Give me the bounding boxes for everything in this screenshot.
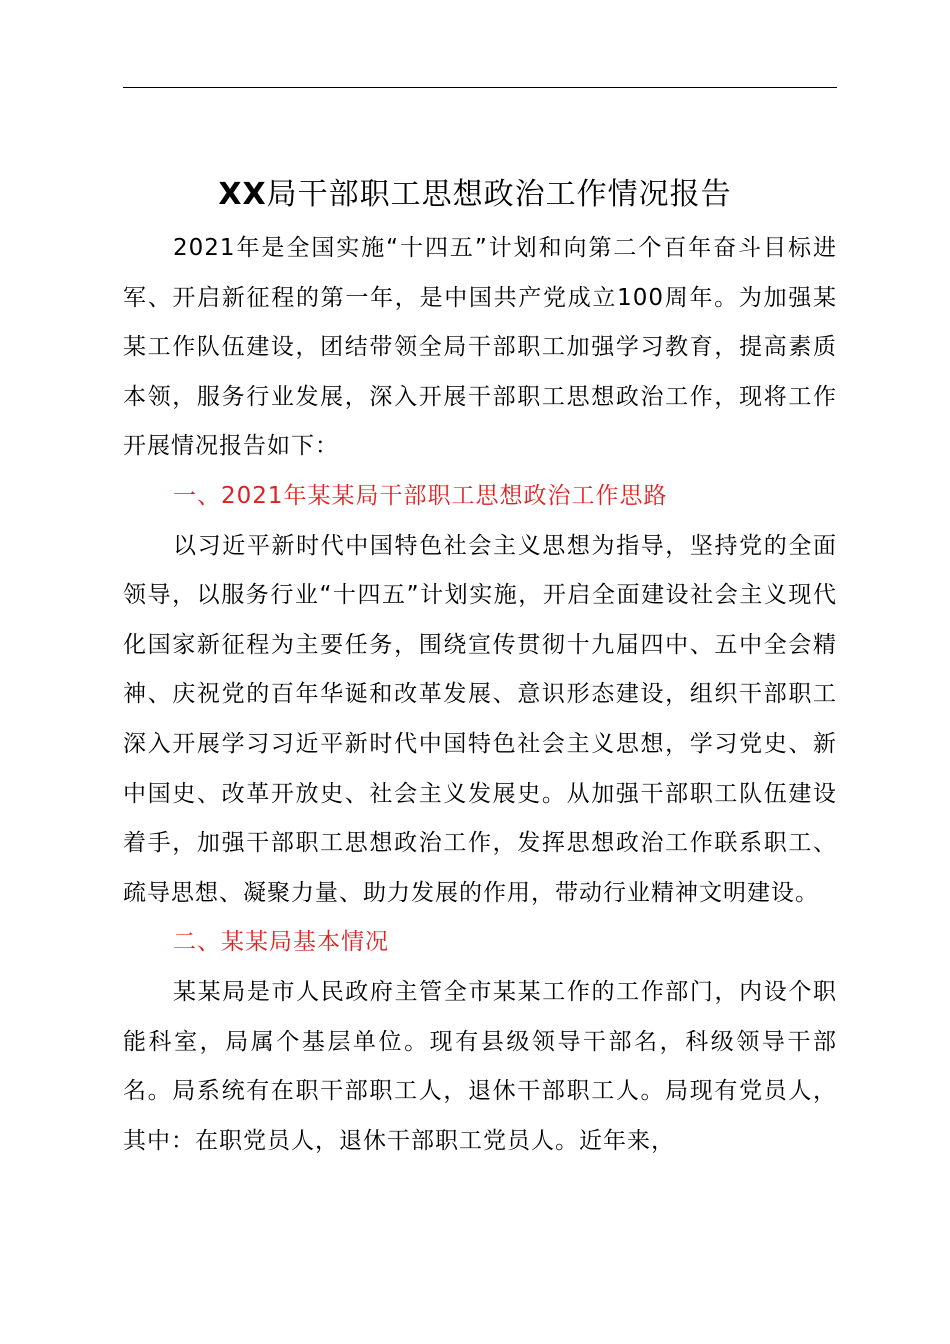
section-2-paragraph: 某某局是市人民政府主管全市某某工作的工作部门，内设个职能科室，局属个基层单位。现有县级领导干部名，科级领导干部名。局系统有在职干部职工人，退休干部职工人。局现有党员人，其中：在职党员人，退休干部职工党员人。近年来，	[123, 978, 837, 1154]
section-1-heading: 一、2021年某某局干部职工思想政治工作思路	[173, 482, 668, 509]
section-2-heading: 二、某某局基本情况	[173, 929, 389, 956]
intro-paragraph: 2021年是全国实施“十四五”计划和向第二个百年奋斗目标进军、开启新征程的第一年，是中国共产党成立100周年。为加强某某工作队伍建设，团结带领全局干部职工加强学习教育，提高素质本领，服务行业发展，深入开展干部职工思想政治工作，现将工作开展情况报告如下：	[123, 235, 837, 460]
section-1-paragraph: 以习近平新时代中国特色社会主义思想为指导，坚持党的全面领导，以服务行业“十四五”计划实施，开启全面建设社会主义现代化国家新征程为主要任务，围绕宣传贯彻十九届四中、五中全会精神、庆祝党的百年华诞和改革发展、意识形态建设，组织干部职工深入开展学习习近平新时代中国特色社会主义思想，学习党史、新中国史、改革开放史、社会主义发展史。从加强干部职工队伍建设着手，加强干部职工思想政治工作，发挥思想政治工作联系职工、疏导思想、凝聚力量、助力发展的作用，带动行业精神文明建设。	[123, 532, 837, 906]
title-main: 局干部职工思想政治工作情况报告	[266, 177, 732, 213]
document-title	[0, 170, 950, 220]
header-rule	[123, 87, 837, 88]
document-body	[123, 224, 837, 1166]
title-prefix: XX	[218, 177, 267, 213]
